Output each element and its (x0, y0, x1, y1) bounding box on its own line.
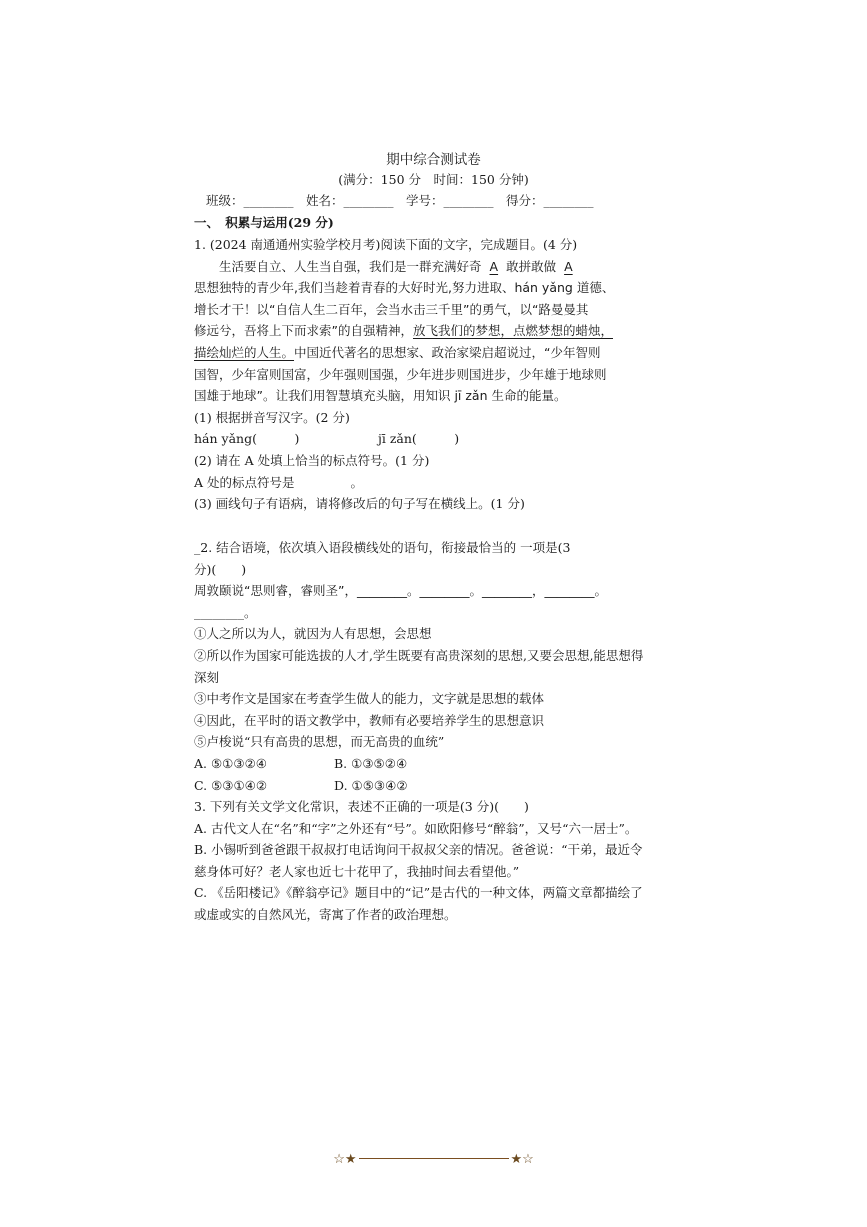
choice-c[interactable]: C. ⑤③①④② (194, 777, 268, 793)
answer-prefix: A 处的标点符号是 (194, 474, 295, 490)
q1-sub3: (3) 画线句子有语病，请将修改后的句子写在横线上。(1 分) (194, 496, 525, 512)
choice-b[interactable]: B. ①③⑤②④ (334, 755, 408, 771)
q1-sub2: (2) 请在 A 处填上恰当的标点符号。(1 分) (194, 452, 430, 468)
q2-choice-row (194, 753, 649, 775)
footer-divider (359, 1158, 509, 1159)
page-footer-ornament (0, 1148, 867, 1167)
q1-passage-line (194, 256, 649, 278)
star-icon: ☆★ (333, 1152, 357, 1167)
q1-passage-text: 中国近代著名的思想家、政治家梁启超说过，“少年智则 (294, 344, 601, 360)
punct-mark-a: A (489, 258, 499, 274)
q2-choice-row (194, 775, 649, 797)
q2-prompt-line: ________。 (194, 604, 257, 620)
q1-sub2-answer (194, 472, 649, 494)
punct-mark-a: A (564, 258, 573, 274)
q1-passage-line (194, 320, 649, 342)
q2-sentence-option: ②所以作为国家可能选拔的人才,学生既要有高贵深刻的思想,又要会思想,能思想得深刻 (194, 647, 644, 685)
q1-passage-text: 敢拼敢做 (506, 258, 557, 274)
faulty-sentence-underline: 放飞我们的梦想，点燃梦想的蜡烛， (412, 323, 613, 339)
section-one (194, 212, 649, 234)
q1-pinyin-row (194, 428, 649, 450)
q2-prompt-line: 周敦颐说“思则睿，睿则圣”，________。________。________，________。 (194, 583, 607, 599)
student-info-line (194, 190, 649, 212)
faulty-sentence-underline: 描绘灿烂的人生。 (194, 344, 295, 360)
star-icon: ★☆ (510, 1152, 534, 1167)
q2-stem-line: 分)( ) (194, 561, 247, 577)
question-2 (194, 537, 649, 796)
q3-option-a[interactable]: A. 古代文人在“名”和“字”之外还有“号”。如欧阳修号“醉翁”，又号“六一居士”。 (194, 820, 638, 836)
q3-option-b[interactable]: B. 小锡听到爸爸跟干叔叔打电话询问干叔叔父亲的情况。爸爸说：“干弟，最近令慈身体可好？老人家也近七十花甲了，我抽时间去看望他。” (194, 842, 643, 879)
q1-sub1: (1) 根据拼音写汉字。(2 分) (194, 409, 350, 425)
q3-stem: 3. 下列有关文学文化常识，表述不正确的一项是(3 分)( ) (194, 799, 529, 814)
q3-option-c[interactable]: C. 《岳阳楼记》《醉翁亭记》题目中的“记”是古代的一种文体，两篇文章都描绘了或虚或实的自然风光，寄寓了作者的政治理想。 (194, 885, 643, 922)
answer-suffix: 。 (350, 474, 364, 490)
q2-sentence-option: ④因此，在平时的语文教学中，教师有必要培养学生的思想意识 (194, 712, 545, 728)
q2-sentence-option: ③中考作文是国家在考查学生做人的能力，文字就是思想的载体 (194, 691, 545, 707)
q1-passage-line: 思想独特的青少年,我们当趁着青春的大好时光,努力进取、hán yǎng 道德、 (194, 280, 615, 296)
q1-passage-line (194, 342, 649, 364)
q1-stem: 1. (2024 南通通州实验学校月考)阅读下面的文字，完成题目。(4 分) (194, 237, 578, 252)
q2-stem-line: _2. 结合语境，依次填入语段横线处的语句，衔接最恰当的 一项是(3 (194, 540, 571, 555)
info-fields: 班级：________ 姓名：________ 学号：________ 得分：________ (206, 193, 594, 208)
pinyin-blank-hanyang[interactable]: hán yǎng( ) (194, 431, 300, 447)
exam-subtitle: (满分：150 分 时间：150 分钟) (338, 172, 529, 187)
choice-d[interactable]: D. ①⑤③④② (334, 777, 408, 793)
q1-passage-text: 修远兮，吾将上下而求索”的自强精神， (194, 323, 413, 339)
question-1 (194, 234, 649, 515)
q1-passage-text: 生活要自立、人生当自强，我们是一群充满好奇 (219, 258, 482, 274)
exam-title: 期中综合测试卷 (386, 152, 481, 168)
question-3 (194, 796, 649, 926)
choice-a[interactable]: A. ⑤①③②④ (194, 755, 268, 771)
section-heading: 一、 积累与运用(29 分) (194, 215, 334, 230)
q1-passage-line: 增长才干！以“自信人生二百年，会当水击三千里”的勇气，以“路曼曼其 (194, 301, 589, 317)
q1-passage-line: 国雄于地球”。让我们用智慧填充头脑，用知识 jī zǎn 生命的能量。 (194, 388, 567, 404)
q2-sentence-option: ①人之所以为人，就因为人有思想，会思想 (194, 626, 432, 642)
q1-passage-line: 国智，少年富则国富，少年强则国强，少年进步则国进步，少年雄于地球则 (194, 366, 607, 382)
q2-sentence-option: ⑤卢梭说“只有高贵的思想，而无高贵的血统” (194, 734, 445, 750)
pinyin-blank-jizan[interactable]: jī zǎn( ) (378, 431, 460, 447)
